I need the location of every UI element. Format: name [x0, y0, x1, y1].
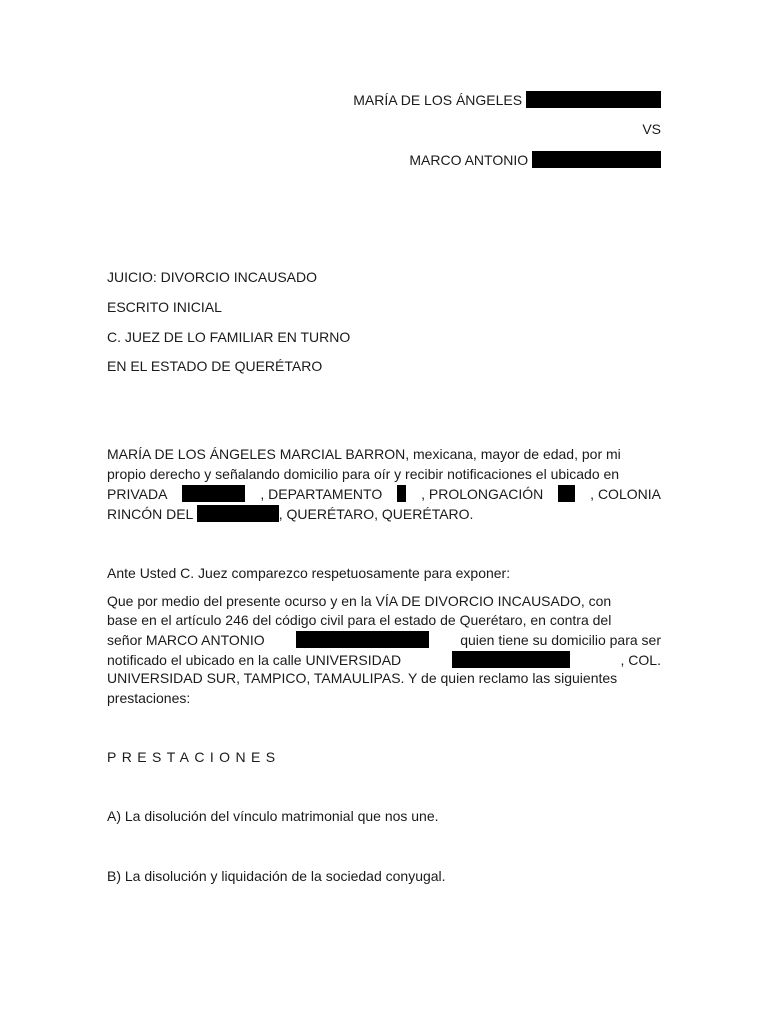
- intro-line-1: MARÍA DE LOS ÁNGELES MARCIAL BARRON, mexicana, mayor de edad, por mi: [107, 446, 621, 462]
- rincon-text: RINCÓN DEL: [107, 506, 193, 522]
- col-text: , COL.: [620, 651, 661, 668]
- plaintiff-line: [353, 91, 661, 108]
- body-line-1: Que por medio del presente ocurso y en la VÍA DE DIVORCIO INCAUSADO, con: [107, 593, 612, 609]
- prestacion-b: B) La disolución y liquidación de la sociedad conyugal.: [107, 868, 446, 884]
- departamento-text: , DEPARTAMENTO: [260, 485, 383, 502]
- prestaciones-heading: PRESTACIONES: [107, 749, 281, 765]
- intro-line-3: [107, 485, 661, 502]
- body-line-4: [107, 651, 661, 668]
- redaction-bar: [532, 151, 661, 168]
- notificado-text: notificado el ubicado en la calle UNIVERSIDAD: [107, 651, 402, 668]
- body-line-3: [107, 631, 661, 648]
- redaction-bar: [296, 631, 429, 648]
- defendant-line: [409, 151, 661, 168]
- redaction-bar: [197, 505, 279, 522]
- prolongacion-text: , PROLONGACIÓN: [421, 485, 544, 502]
- domicilio-text: quien tiene su domicilio para ser: [460, 631, 661, 648]
- escrito-line: ESCRITO INICIAL: [107, 299, 222, 315]
- body-line-5: UNIVERSIDAD SUR, TAMPICO, TAMAULIPAS. Y de quien reclamo las siguientes: [107, 670, 618, 686]
- versus-label: VS: [642, 121, 661, 137]
- redaction-bar: [558, 485, 575, 502]
- redaction-bar: [397, 485, 406, 502]
- estado-line: EN EL ESTADO DE QUERÉTARO: [107, 358, 323, 374]
- body-line-6: prestaciones:: [107, 690, 191, 706]
- intro-line-2: propio derecho y señalando domicilio para oír y recibir notificaciones el ubicado en: [107, 466, 620, 482]
- ante-line: Ante Usted C. Juez comparezco respetuosamente para exponer:: [107, 565, 511, 581]
- plaintiff-name: MARÍA DE LOS ÁNGELES: [353, 92, 523, 108]
- colonia-text: , COLONIA: [590, 485, 661, 502]
- redaction-bar: [452, 651, 570, 668]
- intro-line-4: [107, 505, 473, 522]
- prestacion-a: A) La disolución del vínculo matrimonial que nos une.: [107, 808, 439, 824]
- redaction-bar: [182, 485, 245, 502]
- senor-text: señor MARCO ANTONIO: [107, 631, 265, 648]
- juez-line: C. JUEZ DE LO FAMILIAR EN TURNO: [107, 329, 351, 345]
- redaction-bar: [526, 91, 661, 108]
- defendant-name: MARCO ANTONIO: [409, 152, 529, 168]
- body-line-2: base en el artículo 246 del código civil para el estado de Querétaro, en contra del: [107, 612, 612, 628]
- privada-text: PRIVADA: [107, 485, 168, 502]
- juicio-line: JUICIO: DIVORCIO INCAUSADO: [107, 269, 318, 285]
- queretaro-text: , QUERÉTARO, QUERÉTARO.: [278, 506, 474, 522]
